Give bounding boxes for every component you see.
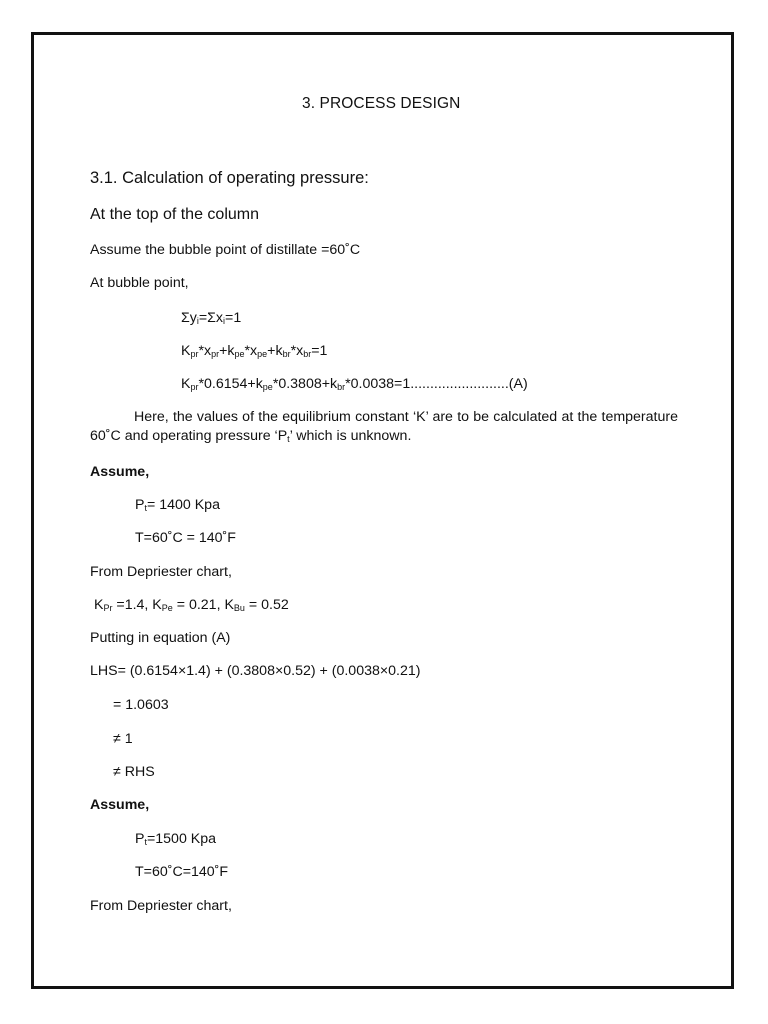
temperature-2: T=60˚C=140˚F [135,864,229,880]
pressure-assumption-2: $P_t=1500$ Kpa [135,831,217,847]
section-heading: 3.1. Calculation of operating pressure: [90,169,369,187]
k-values-1: $K_{Pr} =1.4$, $K_{Pe} = 0.21$, $K_{Bu} = 0.52$ [94,597,289,613]
explanation-paragraph: Here, the values of the equilibrium constant ‘K’ are to be calculated at the temperature 60˚C and operating pressure ‘$P_t$’ which is unknown. [90,409,678,444]
chart-label-2: From Depriester chart, [90,898,232,914]
lhs-calculation: LHS= (0.6154×1.4) + (0.3808×0.52) + (0.0038×0.21) [90,663,421,679]
assume-label-1: Assume, [90,464,150,480]
page-title: 3. PROCESS DESIGN [302,95,461,112]
lhs-result: = 1.0603 [113,697,169,713]
putting-in-equation: Putting in equation (A) [90,630,231,646]
at-bubble-point: At bubble point, [90,275,189,291]
pressure-assumption-1: $P_t= 1400$ Kpa [135,497,220,513]
not-equal-one: ≠ 1 [113,731,133,747]
subheading: At the top of the column [90,206,259,223]
temperature-1: T=60˚C = 140˚F [135,530,236,546]
equation-k-general: $K_{pr}*x_{pr}+k_{pe}*x_{pe}+k_{br}*x_{br}=1$ [181,343,328,359]
assume-bubble-point: Assume the bubble point of distillate =60˚C [90,242,361,258]
not-equal-rhs: ≠ RHS [113,764,155,780]
assume-label-2: Assume, [90,797,150,813]
chart-label-1: From Depriester chart, [90,564,232,580]
equation-sum: $\Sigma y_i=\Sigma x_i=1$ [181,310,242,326]
equation-a: $K_{pr}*0.6154+k_{pe}*0.3808+k_{br}*0.0038=1.........................(A)$ [181,376,528,392]
